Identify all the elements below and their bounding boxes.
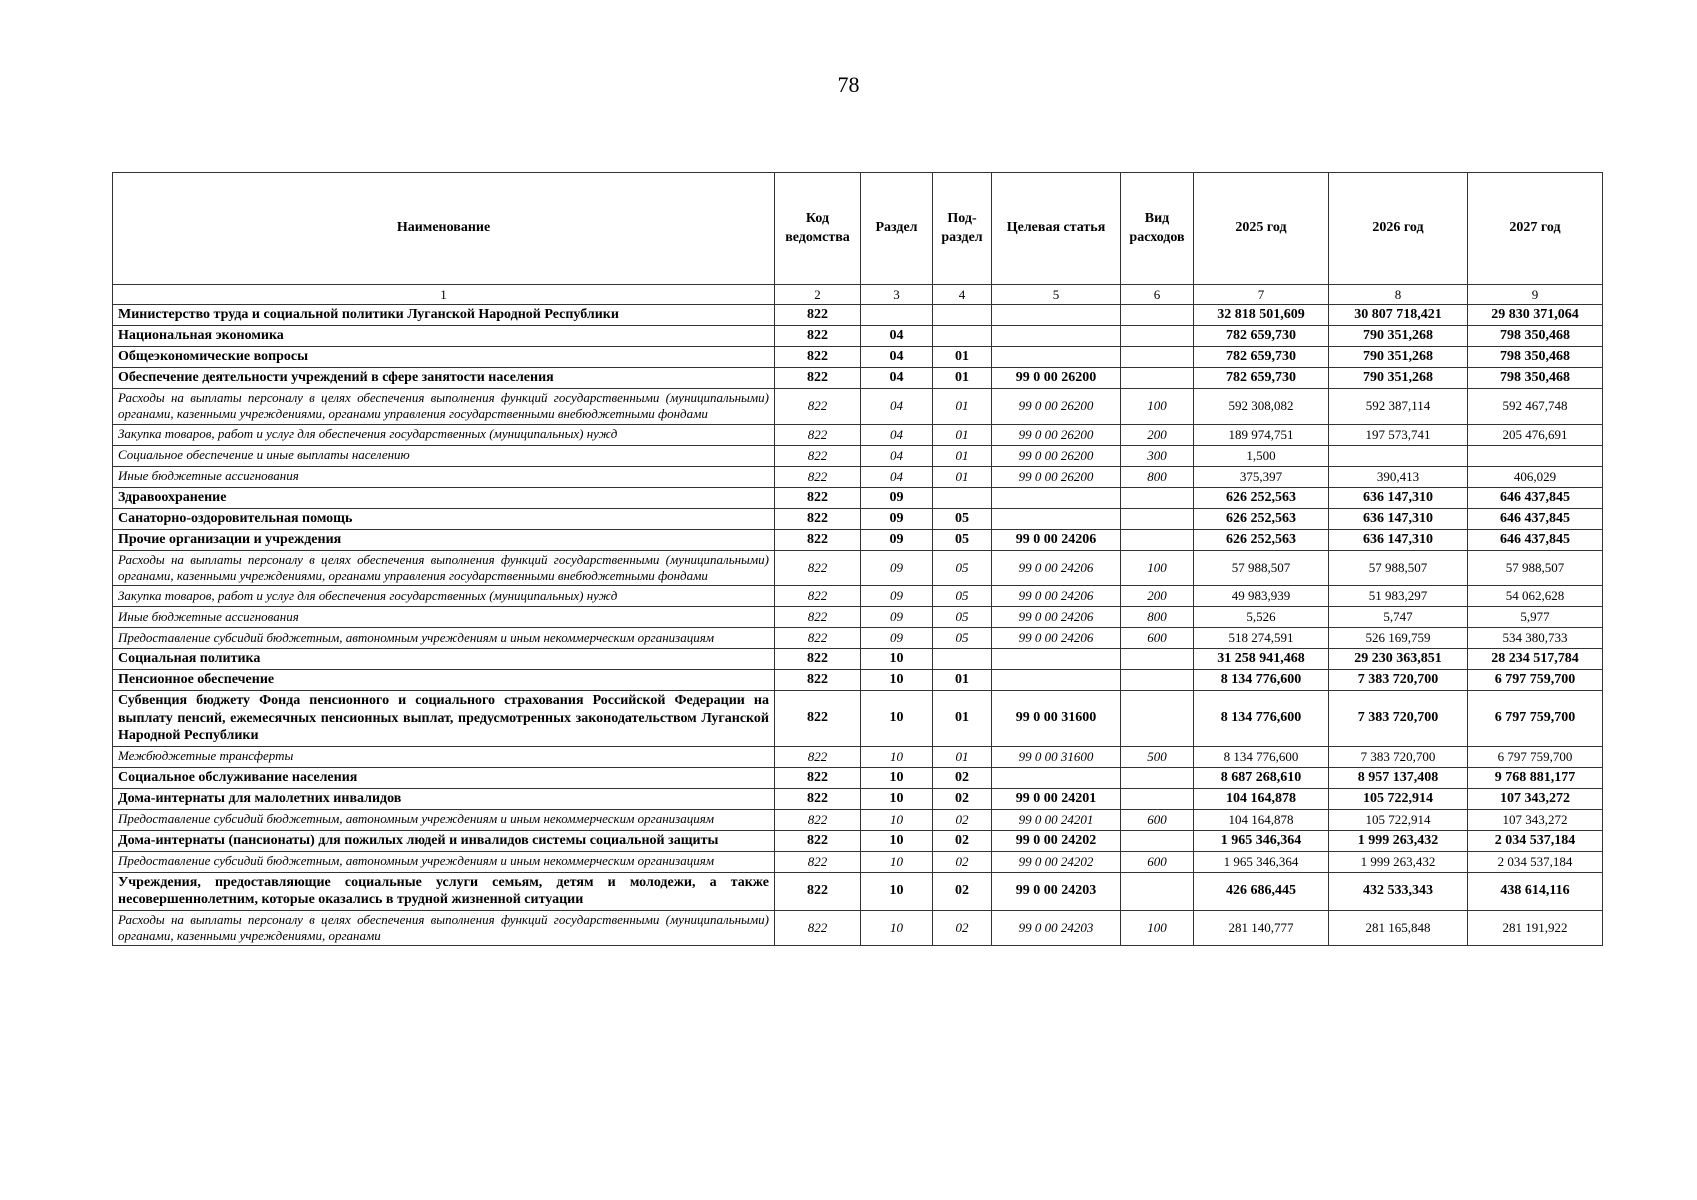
row-target-article: 99 0 00 24202 [992,830,1121,851]
row-subsection: 01 [933,466,992,487]
row-amount-2027: 205 476,691 [1468,424,1603,445]
row-amount-2026: 5,747 [1329,607,1468,628]
row-amount-2026: 105 722,914 [1329,788,1468,809]
row-expense-type [1121,508,1194,529]
row-name: Общеэкономические вопросы [113,347,775,368]
row-amount-2027: 107 343,272 [1468,809,1603,830]
row-amount-2025: 104 164,878 [1194,788,1329,809]
row-subsection: 01 [933,445,992,466]
header-year-2026: 2026 год [1329,173,1468,285]
row-expense-type: 100 [1121,550,1194,586]
row-name: Национальная экономика [113,326,775,347]
table-row [113,809,1603,830]
row-expense-type [1121,830,1194,851]
row-section: 04 [861,424,933,445]
row-amount-2025: 49 983,939 [1194,586,1329,607]
row-target-article: 99 0 00 26200 [992,445,1121,466]
row-amount-2026: 29 230 363,851 [1329,649,1468,670]
column-number: 8 [1329,285,1468,305]
row-name: Закупка товаров, работ и услуг для обеспечения государственных (муниципальных) нужд [113,586,775,607]
row-subsection: 01 [933,746,992,767]
row-dept-code: 822 [775,746,861,767]
row-section: 10 [861,649,933,670]
table-row [113,508,1603,529]
row-subsection [933,305,992,326]
row-amount-2027: 28 234 517,784 [1468,649,1603,670]
row-subsection: 05 [933,550,992,586]
row-section: 09 [861,529,933,550]
table-row [113,767,1603,788]
header-row [113,173,1603,285]
row-target-article: 99 0 00 24206 [992,550,1121,586]
row-amount-2025: 626 252,563 [1194,508,1329,529]
row-expense-type: 100 [1121,389,1194,425]
row-dept-code: 822 [775,487,861,508]
row-dept-code: 822 [775,607,861,628]
row-amount-2026: 790 351,268 [1329,368,1468,389]
row-target-article: 99 0 00 24201 [992,809,1121,830]
row-expense-type [1121,691,1194,747]
row-expense-type [1121,347,1194,368]
table-row [113,830,1603,851]
row-name: Иные бюджетные ассигнования [113,607,775,628]
row-name: Прочие организации и учреждения [113,529,775,550]
table-row [113,788,1603,809]
row-subsection: 01 [933,389,992,425]
row-dept-code: 822 [775,305,861,326]
row-name: Дома-интернаты для малолетних инвалидов [113,788,775,809]
row-expense-type [1121,767,1194,788]
row-expense-type [1121,305,1194,326]
table-row [113,445,1603,466]
row-amount-2027: 438 614,116 [1468,872,1603,910]
row-section: 10 [861,910,933,946]
row-amount-2025: 281 140,777 [1194,910,1329,946]
column-number: 5 [992,285,1121,305]
row-dept-code: 822 [775,872,861,910]
row-amount-2025: 782 659,730 [1194,326,1329,347]
row-amount-2027: 592 467,748 [1468,389,1603,425]
table-row [113,529,1603,550]
row-amount-2025: 8 134 776,600 [1194,691,1329,747]
table-row [113,910,1603,946]
row-target-article: 99 0 00 24206 [992,607,1121,628]
row-section: 09 [861,487,933,508]
row-section: 04 [861,466,933,487]
row-subsection: 01 [933,691,992,747]
table-row [113,389,1603,425]
row-subsection: 05 [933,607,992,628]
row-amount-2026: 197 573,741 [1329,424,1468,445]
table-row [113,691,1603,747]
row-name: Социальная политика [113,649,775,670]
row-subsection [933,487,992,508]
row-expense-type: 500 [1121,746,1194,767]
row-amount-2027: 5,977 [1468,607,1603,628]
row-target-article [992,649,1121,670]
row-name: Обеспечение деятельности учреждений в сфере занятости населения [113,368,775,389]
row-amount-2026: 636 147,310 [1329,529,1468,550]
column-number: 6 [1121,285,1194,305]
row-dept-code: 822 [775,670,861,691]
row-section: 09 [861,550,933,586]
row-target-article: 99 0 00 24206 [992,586,1121,607]
row-amount-2027: 6 797 759,700 [1468,691,1603,747]
row-expense-type: 600 [1121,809,1194,830]
row-expense-type [1121,368,1194,389]
table-row [113,872,1603,910]
row-name: Социальное обеспечение и иные выплаты населению [113,445,775,466]
row-target-article [992,670,1121,691]
row-subsection: 05 [933,529,992,550]
row-amount-2027: 534 380,733 [1468,628,1603,649]
row-name: Предоставление субсидий бюджетным, автономным учреждениям и иным некоммерческим организациям [113,851,775,872]
row-target-article [992,305,1121,326]
row-name: Расходы на выплаты персоналу в целях обеспечения выполнения функций государственными (муниципальными) органами, казенными учреждениями, органами управления государственными внебюджетными фондами [113,550,775,586]
table-row [113,586,1603,607]
row-section: 04 [861,445,933,466]
row-dept-code: 822 [775,830,861,851]
row-amount-2026: 7 383 720,700 [1329,691,1468,747]
row-amount-2027: 798 350,468 [1468,347,1603,368]
row-section: 10 [861,830,933,851]
table-row [113,746,1603,767]
row-name: Дома-интернаты (пансионаты) для пожилых людей и инвалидов системы социальной защиты [113,830,775,851]
row-target-article [992,347,1121,368]
row-name: Межбюджетные трансферты [113,746,775,767]
row-amount-2025: 426 686,445 [1194,872,1329,910]
row-target-article [992,508,1121,529]
row-name: Расходы на выплаты персоналу в целях обеспечения выполнения функций государственными (муниципальными) органами, казенными учреждениями, органами [113,910,775,946]
row-amount-2025: 1,500 [1194,445,1329,466]
row-dept-code: 822 [775,851,861,872]
table-row [113,368,1603,389]
row-amount-2027: 107 343,272 [1468,788,1603,809]
row-target-article: 99 0 00 31600 [992,691,1121,747]
row-section: 10 [861,851,933,872]
row-amount-2025: 189 974,751 [1194,424,1329,445]
row-amount-2026: 390,413 [1329,466,1468,487]
row-subsection: 02 [933,767,992,788]
row-amount-2027 [1468,445,1603,466]
row-expense-type [1121,670,1194,691]
row-amount-2027: 9 768 881,177 [1468,767,1603,788]
table-row [113,550,1603,586]
column-number: 4 [933,285,992,305]
row-amount-2027: 2 034 537,184 [1468,851,1603,872]
row-expense-type: 200 [1121,586,1194,607]
row-expense-type: 300 [1121,445,1194,466]
row-subsection: 01 [933,424,992,445]
row-dept-code: 822 [775,347,861,368]
row-amount-2026: 51 983,297 [1329,586,1468,607]
row-amount-2026: 636 147,310 [1329,508,1468,529]
row-target-article: 99 0 00 26200 [992,424,1121,445]
row-amount-2026: 105 722,914 [1329,809,1468,830]
page-number: 78 [837,72,860,97]
row-target-article: 99 0 00 24203 [992,910,1121,946]
row-subsection: 05 [933,508,992,529]
row-amount-2027: 646 437,845 [1468,508,1603,529]
row-subsection: 05 [933,586,992,607]
row-target-article: 99 0 00 31600 [992,746,1121,767]
row-amount-2027: 6 797 759,700 [1468,746,1603,767]
row-amount-2027: 646 437,845 [1468,529,1603,550]
row-amount-2026: 432 533,343 [1329,872,1468,910]
row-dept-code: 822 [775,767,861,788]
header-target-article: Целевая статья [992,173,1121,285]
row-subsection [933,649,992,670]
column-number: 7 [1194,285,1329,305]
row-subsection: 05 [933,628,992,649]
column-number: 2 [775,285,861,305]
header-dept-code: Код ведомства [775,173,861,285]
row-expense-type [1121,326,1194,347]
row-amount-2026: 526 169,759 [1329,628,1468,649]
table-row [113,607,1603,628]
row-section: 04 [861,368,933,389]
header-name: Наименование [113,173,775,285]
row-dept-code: 822 [775,649,861,670]
row-amount-2025: 592 308,082 [1194,389,1329,425]
row-dept-code: 822 [775,326,861,347]
row-expense-type [1121,487,1194,508]
row-dept-code: 822 [775,809,861,830]
row-expense-type: 200 [1121,424,1194,445]
row-name: Предоставление субсидий бюджетным, автономным учреждениям и иным некоммерческим организациям [113,809,775,830]
row-name: Социальное обслуживание населения [113,767,775,788]
table-row [113,424,1603,445]
row-amount-2027: 281 191,922 [1468,910,1603,946]
row-name: Иные бюджетные ассигнования [113,466,775,487]
row-amount-2026: 636 147,310 [1329,487,1468,508]
row-amount-2025: 1 965 346,364 [1194,830,1329,851]
table-row [113,466,1603,487]
row-section: 09 [861,607,933,628]
row-name: Санаторно-оздоровительная помощь [113,508,775,529]
row-dept-code: 822 [775,691,861,747]
row-dept-code: 822 [775,424,861,445]
row-target-article [992,487,1121,508]
row-amount-2025: 8 134 776,600 [1194,746,1329,767]
row-target-article: 99 0 00 26200 [992,368,1121,389]
column-number: 1 [113,285,775,305]
row-subsection [933,326,992,347]
header-year-2025: 2025 год [1194,173,1329,285]
row-section: 04 [861,389,933,425]
row-target-article: 99 0 00 26200 [992,466,1121,487]
row-dept-code: 822 [775,368,861,389]
row-expense-type [1121,872,1194,910]
row-amount-2025: 104 164,878 [1194,809,1329,830]
table-row [113,305,1603,326]
table-row [113,326,1603,347]
row-expense-type [1121,649,1194,670]
row-dept-code: 822 [775,910,861,946]
row-target-article [992,767,1121,788]
row-expense-type: 600 [1121,628,1194,649]
table-body [113,305,1603,946]
row-section: 10 [861,872,933,910]
row-target-article: 99 0 00 24203 [992,872,1121,910]
table-row [113,347,1603,368]
row-name: Предоставление субсидий бюджетным, автономным учреждениям и иным некоммерческим организациям [113,628,775,649]
row-amount-2025: 5,526 [1194,607,1329,628]
row-amount-2026: 8 957 137,408 [1329,767,1468,788]
row-amount-2027: 798 350,468 [1468,326,1603,347]
row-section: 10 [861,788,933,809]
row-amount-2026: 1 999 263,432 [1329,830,1468,851]
row-amount-2026: 7 383 720,700 [1329,746,1468,767]
table-row [113,649,1603,670]
row-amount-2026 [1329,445,1468,466]
row-amount-2025: 8 687 268,610 [1194,767,1329,788]
row-expense-type: 800 [1121,466,1194,487]
row-expense-type: 600 [1121,851,1194,872]
row-target-article: 99 0 00 26200 [992,389,1121,425]
row-dept-code: 822 [775,788,861,809]
row-target-article: 99 0 00 24202 [992,851,1121,872]
row-expense-type [1121,788,1194,809]
row-name: Здравоохранение [113,487,775,508]
row-amount-2025: 626 252,563 [1194,487,1329,508]
row-amount-2025: 32 818 501,609 [1194,305,1329,326]
row-expense-type [1121,529,1194,550]
row-amount-2027: 6 797 759,700 [1468,670,1603,691]
row-amount-2027: 29 830 371,064 [1468,305,1603,326]
budget-table [112,172,1603,946]
row-amount-2027: 798 350,468 [1468,368,1603,389]
row-subsection: 02 [933,809,992,830]
column-number: 3 [861,285,933,305]
row-amount-2026: 790 351,268 [1329,326,1468,347]
row-target-article [992,326,1121,347]
row-amount-2026: 592 387,114 [1329,389,1468,425]
row-expense-type: 800 [1121,607,1194,628]
row-dept-code: 822 [775,445,861,466]
header-section: Раздел [861,173,933,285]
row-amount-2027: 2 034 537,184 [1468,830,1603,851]
row-name: Закупка товаров, работ и услуг для обеспечения государственных (муниципальных) нужд [113,424,775,445]
row-amount-2027: 406,029 [1468,466,1603,487]
row-amount-2025: 8 134 776,600 [1194,670,1329,691]
row-section: 09 [861,628,933,649]
row-subsection: 01 [933,670,992,691]
row-subsection: 01 [933,347,992,368]
row-target-article: 99 0 00 24206 [992,628,1121,649]
row-amount-2025: 1 965 346,364 [1194,851,1329,872]
row-amount-2026: 281 165,848 [1329,910,1468,946]
table-row [113,851,1603,872]
row-amount-2026: 30 807 718,421 [1329,305,1468,326]
row-name: Расходы на выплаты персоналу в целях обеспечения выполнения функций государственными (муниципальными) органами, казенными учреждениями, органами управления государственными внебюджетными фондами [113,389,775,425]
row-dept-code: 822 [775,529,861,550]
row-dept-code: 822 [775,550,861,586]
row-amount-2026: 7 383 720,700 [1329,670,1468,691]
row-amount-2025: 518 274,591 [1194,628,1329,649]
header-year-2027: 2027 год [1468,173,1603,285]
row-subsection: 02 [933,830,992,851]
row-section: 10 [861,809,933,830]
row-name: Министерство труда и социальной политики Луганской Народной Республики [113,305,775,326]
table-row [113,670,1603,691]
row-dept-code: 822 [775,508,861,529]
column-number-row [113,285,1603,305]
row-amount-2026: 790 351,268 [1329,347,1468,368]
row-dept-code: 822 [775,586,861,607]
row-section: 10 [861,746,933,767]
row-amount-2025: 375,397 [1194,466,1329,487]
row-dept-code: 822 [775,466,861,487]
row-subsection: 02 [933,872,992,910]
row-amount-2025: 31 258 941,468 [1194,649,1329,670]
row-amount-2026: 57 988,507 [1329,550,1468,586]
table-row [113,487,1603,508]
row-amount-2026: 1 999 263,432 [1329,851,1468,872]
header-expense-type: Вид расходов [1121,173,1194,285]
row-section: 10 [861,767,933,788]
row-subsection: 01 [933,368,992,389]
row-dept-code: 822 [775,628,861,649]
row-target-article: 99 0 00 24206 [992,529,1121,550]
row-name: Пенсионное обеспечение [113,670,775,691]
row-amount-2025: 782 659,730 [1194,368,1329,389]
row-dept-code: 822 [775,389,861,425]
row-section: 10 [861,691,933,747]
column-number: 9 [1468,285,1603,305]
row-section [861,305,933,326]
row-amount-2027: 646 437,845 [1468,487,1603,508]
row-name: Учреждения, предоставляющие социальные услуги семьям, детям и молодежи, а также несовершеннолетним, которые оказались в трудной жизненной ситуации [113,872,775,910]
row-amount-2025: 782 659,730 [1194,347,1329,368]
row-amount-2027: 57 988,507 [1468,550,1603,586]
row-subsection: 02 [933,851,992,872]
row-section: 10 [861,670,933,691]
row-subsection: 02 [933,788,992,809]
row-section: 04 [861,326,933,347]
table-row [113,628,1603,649]
header-subsection: Под-раздел [933,173,992,285]
row-amount-2025: 626 252,563 [1194,529,1329,550]
row-section: 04 [861,347,933,368]
row-section: 09 [861,586,933,607]
row-section: 09 [861,508,933,529]
row-amount-2025: 57 988,507 [1194,550,1329,586]
row-amount-2027: 54 062,628 [1468,586,1603,607]
row-target-article: 99 0 00 24201 [992,788,1121,809]
row-subsection: 02 [933,910,992,946]
row-name: Субвенция бюджету Фонда пенсионного и социального страхования Российской Федерации на выплату пенсий, ежемесячных пенсионных выплат, предусмотренных законодательством Луганской Народной Республики [113,691,775,747]
row-expense-type: 100 [1121,910,1194,946]
